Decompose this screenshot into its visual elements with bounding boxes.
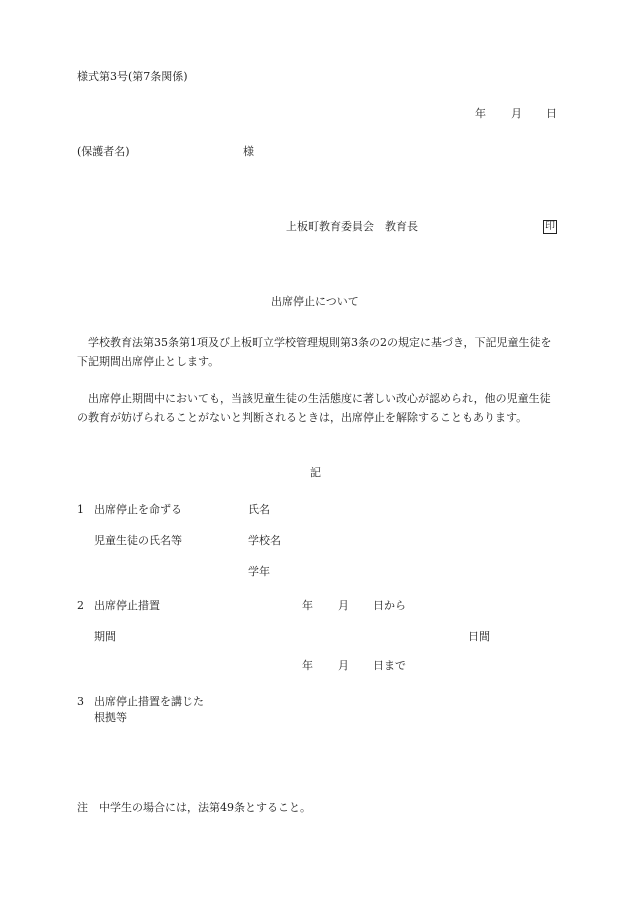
item2-from-day: 日から bbox=[373, 599, 406, 612]
date-month: 月 bbox=[511, 107, 522, 120]
item2-days: 日間 bbox=[468, 630, 490, 643]
seal-label: 印 bbox=[545, 221, 555, 232]
date-year: 年 bbox=[475, 107, 486, 120]
item2-label-line2: 期間 bbox=[94, 630, 116, 643]
item2-number: 2 bbox=[77, 599, 84, 612]
item2-from-month: 月 bbox=[338, 599, 349, 612]
paragraph-2: 出席停止期間中においても，当該児童生徒の生活態度に著しい改心が認められ，他の児童生徒の教育が妨げられることがないと判断されるときは，出席停止を解除することもあります。 bbox=[77, 392, 551, 424]
recipient-label: (保護者名) bbox=[77, 145, 130, 158]
item1-number: 1 bbox=[77, 503, 84, 516]
form-number: 様式第3号(第7条関係) bbox=[77, 70, 188, 83]
item1-field-school: 学校名 bbox=[248, 534, 281, 547]
item1-label-line1: 出席停止を命ずる bbox=[94, 503, 182, 516]
item3-number: 3 bbox=[77, 695, 84, 708]
ki-heading: 記 bbox=[310, 466, 321, 479]
item2-to-month: 月 bbox=[338, 659, 349, 672]
item3-label-line1: 出席停止措置を講じた bbox=[94, 695, 204, 708]
paragraph-1: 学校教育法第35条第1項及び上板町立学校管理規則第3条の2の規定に基づき，下記児童生徒を下記期間出席停止とします。 bbox=[77, 336, 552, 368]
sender-org: 上板町教育委員会 教育長 bbox=[286, 220, 418, 233]
item1-field-name: 氏名 bbox=[248, 503, 270, 516]
recipient-honorific: 様 bbox=[243, 145, 254, 158]
item3-label-line2: 根拠等 bbox=[94, 711, 127, 724]
item2-to-year: 年 bbox=[302, 659, 313, 672]
item2-from-year: 年 bbox=[302, 599, 313, 612]
item1-field-grade: 学年 bbox=[248, 565, 270, 578]
item2-label-line1: 出席停止措置 bbox=[94, 599, 160, 612]
date-day: 日 bbox=[546, 107, 557, 120]
item2-to-day: 日まで bbox=[373, 659, 406, 672]
footnote: 注 中学生の場合には，法第49条とすること。 bbox=[77, 801, 311, 814]
document-title: 出席停止について bbox=[271, 295, 359, 308]
item1-label-line2: 児童生徒の氏名等 bbox=[94, 534, 182, 547]
seal-mark bbox=[543, 219, 557, 234]
